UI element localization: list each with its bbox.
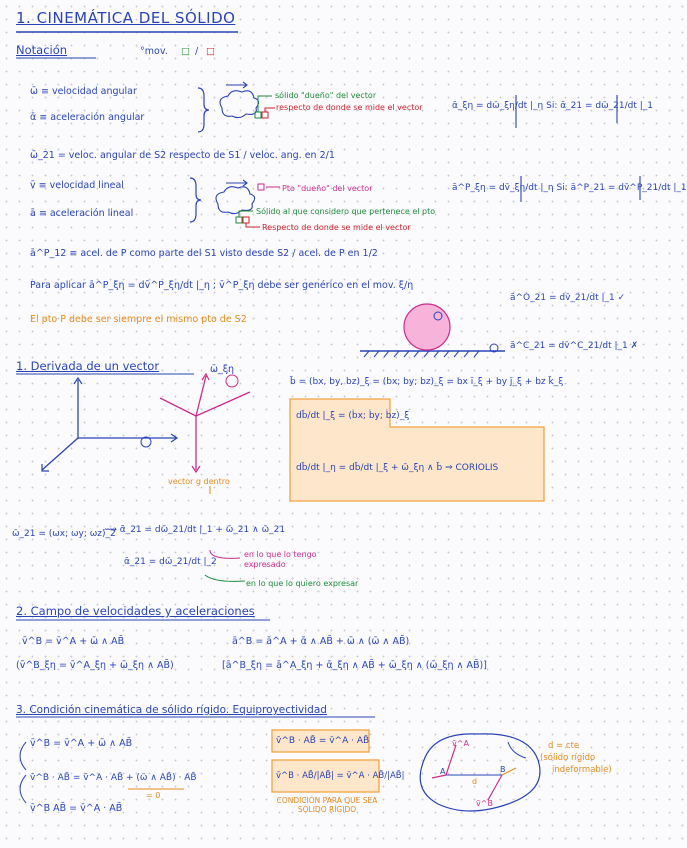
equiproj-box-2: v̄^B · AB̄/|AB̄| = v̄^A · AB̄/|AB̄|	[276, 771, 405, 781]
v-def: v̄ ≡ velocidad lineal	[30, 180, 124, 191]
a-formula: ā^P_ξη = dv̄_ξη/dt |_η Si: ā^P_21 = dv̄^P_21/dt |_1	[452, 183, 687, 193]
a12-def: ā^P_12 ≡ acel. de P como parte del S1 visto desde S2 / acel. de P en 1/2	[30, 248, 378, 259]
page-title: 1. CINEMÁTICA DEL SÓLIDO	[16, 9, 236, 27]
alpha-formula: ᾱ_ξη = dω̄_ξη/dt |_η Si: ᾱ_21 = dω̄_21/dt |_1	[452, 101, 653, 111]
vb-label: v̄^B	[476, 799, 493, 808]
db-def: db̄/dt |_ξ = (ḃx; ḃy; ḃz)_ξ	[296, 411, 410, 421]
d-cte: d = cte	[548, 741, 580, 751]
en-lo-que-quiero-note: en lo que lo quiero expresar	[246, 579, 359, 588]
en-lo-que-esta-note: en lo que lo tengo expresado	[244, 550, 317, 569]
omega-col: ω̄_21 = (ωx; ωy; ωz)_2	[12, 529, 116, 539]
mov-label: °mov.	[140, 46, 168, 57]
notation-heading: Notación	[16, 43, 68, 57]
omega-def: ω̄ ≡ velocidad angular	[30, 86, 137, 97]
respect-note-2: Respecto de donde se mide el vector	[262, 223, 411, 232]
mov-box-green: □	[181, 46, 190, 57]
mov-box-red: □	[206, 46, 215, 57]
rigid-condition-note: CONDICIÓN PARA QUE SEA SÓLIDO RÍGIDO	[276, 796, 378, 814]
solid-owner-note: sólido "dueño" del vector	[275, 91, 377, 100]
section1-heading: 1. Derivada de un vector	[16, 359, 160, 373]
va-label: v̄^A	[452, 739, 469, 748]
vel-eq-1: v̄^B = v̄^A + ω̄ ∧ AB̄	[22, 636, 125, 647]
rigid-eq-2-note: = 0	[146, 791, 161, 800]
vel-eq-2: (v̄^B_ξη = v̄^A_ξη + ω̄_ξη ∧ AB̄)	[16, 660, 174, 671]
d-label: d	[472, 777, 478, 786]
rigid-note: (sólido rígido	[540, 753, 596, 763]
alpha-col: ⟿ ᾱ_21 = dω̄_21/dt |_1 + ω̄_21 ∧ ω̄_21	[104, 525, 286, 535]
acc-eq-2: [ā^B_ξη = ā^A_ξη + ᾱ_ξη ∧ AB̄ + ω̄_ξη ∧ (ω̄_ξη ∧ AB̄)]	[222, 660, 487, 671]
section3-heading: 3. Condición cinemática de sólido rígido. Equiproyectividad	[16, 704, 327, 716]
pto-owner-note: Pto "dueño" del vector	[282, 184, 373, 193]
alpha-def: ᾱ ≡ aceleración angular	[30, 112, 145, 123]
point-a-label: A	[440, 767, 446, 776]
a-def: ā ≡ aceleración lineal	[30, 208, 134, 219]
a-check: ā^O_21 = dv̄_21/dt |_1 ✓	[510, 293, 626, 303]
mov-sep: /	[195, 46, 199, 57]
coriolis-formula: db̄/dt |_η = db̄/dt |_ξ + ω̄_ξη ∧ b̄ ⇒ CORIOLIS	[296, 463, 499, 473]
b-def: b̄ = (bx, by, bz)_ξ = (bx; by; bz)_ξ = bx ī_ξ + by j̄_ξ + bz k̄_ξ	[290, 377, 564, 387]
rigid-eq-3: v̄^B AB̄ = v̄^A · AB̄	[30, 803, 123, 814]
rigid-eq-2: v̄^B · AB̄ = v̄^A · AB̄ + (ω̄ ∧ AB̄) · AB̄	[30, 773, 197, 783]
para-aplicar: Para aplicar ā^P_ξη = dv̄^P_ξη/dt |_η ; v̄^P_ξη debe ser genérico en el mov. ξ/η	[30, 280, 414, 291]
rigid-eq-1: v̄^B = v̄^A + ω̄ ∧ AB̄	[30, 738, 133, 749]
solid-belongs-note: Sólido al que considero que pertenece el pto	[256, 207, 436, 216]
equiproj-box-1: v̄^B · AB̄ = v̄^A · AB̄	[276, 736, 370, 746]
acc-eq-1: ā^B = ā^A + ᾱ ∧ AB̄ + ω̄ ∧ (ω̄ ∧ AB̄)	[232, 636, 410, 647]
omega21-def: ω̄_21 = veloc. angular de S2 respecto de S1 / veloc. ang. en 2/1	[30, 150, 335, 161]
alpha-col-2: ᾱ_21 = dω̄_21/dt |_2	[124, 557, 217, 567]
pto-p-note: El pto P debe ser siempre el mismo pto de S2	[30, 314, 247, 325]
respect-note: respecto de donde se mide el vector	[276, 103, 423, 112]
indeform-note: indeformable)	[552, 765, 612, 775]
omega-vector-label: ω̄_ξη	[210, 364, 235, 375]
a-cross: ā^C_21 = dv̄^C_21/dt |_1 ✗	[510, 341, 639, 351]
vector-label: vector g dentro	[168, 477, 230, 486]
section2-heading: 2. Campo de velocidades y aceleraciones	[16, 604, 255, 618]
point-b-label: B	[500, 765, 506, 774]
